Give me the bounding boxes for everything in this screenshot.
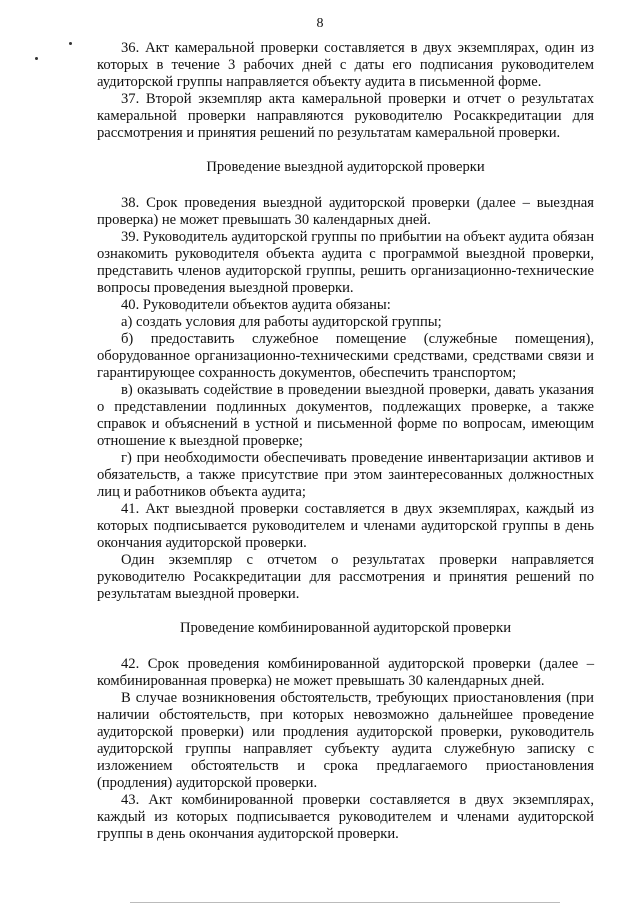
paragraph-43: 43. Акт комбинированной проверки составляется в двух экземплярах, каждый из которых подписывается руководителем и членами аудиторской группы в день окончания аудиторской проверки. [97,792,594,842]
document-body [97,40,594,843]
paragraph-40-d: г) при необходимости обеспечивать проведение инвентаризации активов и обязательств, а также присутствие при этом заинтересованных должностных лиц и работников объекта аудита; [97,450,594,500]
paragraph-41-continued: Один экземпляр с отчетом о результатах проверки направляется руководителю Росаккредитации для рассмотрения и принятия решений по результатам выездной проверки. [97,552,594,602]
section-heading-field-audit: Проведение выездной аудиторской проверки [206,159,485,175]
paragraph-40-c: в) оказывать содействие в проведении выездной проверки, давать указания о представлении подлинных документов, подлежащих проверке, а также справок и объяснений в устной и письменной форме по вопросам, имеющим отношение к выездной проверке; [97,382,594,449]
scan-speck [35,57,38,60]
paragraph-42-continued: В случае возникновения обстоятельств, требующих приостановления (при наличии обстоятельств, при которых невозможно дальнейшее проведение аудиторской проверки) или продления аудиторской проверки, руководитель аудиторской группы направляет субъекту аудита служебную записку с изложением обстоятельств и срока предлагаемого приостановления (продления) аудиторской проверки. [97,690,594,791]
paragraph-40-b: б) предоставить служебное помещение (служебные помещения), оборудованное организационно-техническими средствами, средствами связи и гарантирующее сохранность документов, обеспечить транспортом; [97,331,594,381]
scan-speck [69,42,72,45]
paragraph-42: 42. Срок проведения комбинированной аудиторской проверки (далее – комбинированная проверка) не может превышать 30 календарных дней. [97,656,594,689]
paragraph-39: 39. Руководитель аудиторской группы по прибытии на объект аудита обязан ознакомить руководителя объекта аудита с программой выездной проверки, представить членов аудиторской группы, решить организационно-технические вопросы проведения выездной проверки. [97,229,594,296]
paragraph-40-a: а) создать условия для работы аудиторской группы; [121,314,442,330]
paragraph-40: 40. Руководители объектов аудита обязаны: [121,297,391,313]
paragraph-38: 38. Срок проведения выездной аудиторской проверки (далее – выездная проверка) не может превышать 30 календарных дней. [97,195,594,228]
paragraph-36: 36. Акт камеральной проверки составляется в двух экземплярах, один из которых в течение 3 рабочих дней с даты его подписания руководителем аудиторской группы направляется объекту аудита в письменной форме. [97,40,594,90]
paragraph-37: 37. Второй экземпляр акта камеральной проверки и отчет о результатах камеральной проверки направляются руководителю Росаккредитации для рассмотрения и принятия решений по результатам камеральной проверки. [97,91,594,141]
scan-edge-line [130,902,560,903]
page-number: 8 [316,16,324,31]
paragraph-41: 41. Акт выездной проверки составляется в двух экземплярах, каждый из которых подписывается руководителем и членами аудиторской группы в день окончания аудиторской проверки. [97,501,594,551]
section-heading-combined-audit: Проведение комбинированной аудиторской проверки [179,620,512,636]
